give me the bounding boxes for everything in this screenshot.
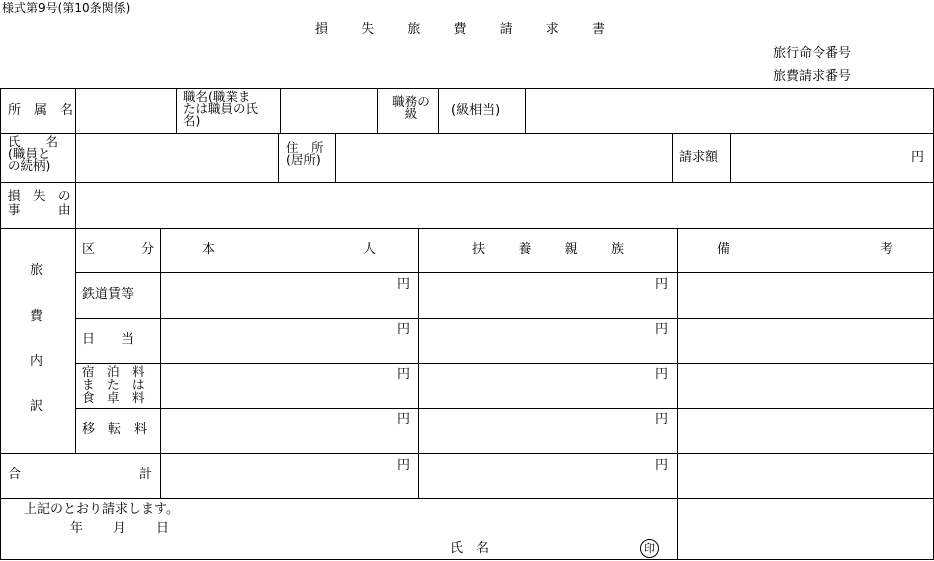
total-yen-dependents: 円	[655, 458, 669, 473]
relocation-self-field[interactable]	[161, 409, 418, 453]
lodging-self-field[interactable]	[161, 364, 418, 408]
request-number-label: 旅費請求番号	[773, 69, 852, 84]
header-remarks	[717, 243, 893, 256]
title-char: 損	[315, 22, 329, 37]
affiliation-label: 所 属 名	[8, 103, 74, 118]
total-self-field[interactable]	[161, 454, 418, 498]
name-label-line: 氏 名	[8, 134, 59, 149]
title-char: 費	[453, 22, 467, 37]
total-char: 計	[138, 467, 152, 482]
relocation-remarks-field[interactable]	[678, 409, 933, 453]
header-dependents	[472, 243, 624, 256]
address-field[interactable]	[336, 134, 672, 182]
total-label	[8, 468, 152, 481]
name-label-line: (職員と	[8, 146, 51, 161]
form-title	[315, 23, 605, 36]
yen-self: 円	[397, 412, 411, 427]
lodging-remarks-field[interactable]	[678, 364, 933, 408]
position-label-line: 名)	[183, 113, 201, 128]
position-label-line: たは職員の氏	[183, 101, 259, 116]
breakdown-side-char: 内	[30, 354, 44, 369]
date-year: 年	[70, 521, 84, 536]
total-dependents-field[interactable]	[419, 454, 677, 498]
loss-reason-field[interactable]	[76, 183, 933, 228]
claim-yen: 円	[911, 150, 925, 165]
header-char: 人	[362, 242, 376, 257]
daily-dependents-field[interactable]	[419, 319, 677, 363]
yen-self: 円	[397, 277, 411, 292]
claim-amount-field[interactable]	[731, 134, 906, 182]
breakdown-side-char: 費	[30, 309, 44, 324]
total-remarks-field[interactable]	[678, 454, 933, 498]
title-char: 書	[591, 22, 605, 37]
signature-field[interactable]	[500, 536, 630, 558]
railway-dependents-field[interactable]	[419, 273, 677, 318]
breakdown-side-char: 旅	[30, 263, 44, 278]
yen-self: 円	[397, 322, 411, 337]
title-char: 求	[545, 22, 559, 37]
title-char: 失	[361, 22, 375, 37]
request-statement: 上記のとおり請求します。	[24, 502, 179, 517]
daily-self-field[interactable]	[161, 319, 418, 363]
header-char: 備	[717, 242, 731, 257]
name-label	[8, 136, 58, 172]
order-number-label: 旅行命令番号	[773, 46, 852, 61]
duty-class-line: 級	[404, 106, 418, 121]
header-char: 考	[879, 242, 893, 257]
railway-self-field[interactable]	[161, 273, 418, 318]
duty-class-line: 職務の	[392, 94, 430, 109]
lodging-label-line: 食 卓 料	[82, 390, 145, 405]
yen-dependents: 円	[655, 412, 669, 427]
yen-self: 円	[397, 367, 411, 382]
yen-dependents: 円	[655, 367, 669, 382]
form-number: 様式第9号(第10条関係)	[2, 1, 131, 15]
address-label-line: (居所)	[286, 152, 321, 167]
header-char: 扶	[472, 242, 486, 257]
header-char: 養	[518, 242, 532, 257]
lodging-label-line: ま た は	[82, 377, 145, 392]
name-field[interactable]	[76, 134, 278, 182]
loss-reason-line: 事 由	[8, 202, 71, 217]
header-char: 区	[82, 242, 96, 257]
yen-dependents: 円	[655, 277, 669, 292]
loss-reason-line: 損 失 の	[8, 188, 71, 203]
header-self	[202, 243, 376, 256]
railway-remarks-field[interactable]	[678, 273, 933, 318]
title-char: 請	[499, 22, 513, 37]
header-char: 分	[140, 242, 154, 257]
grade-equivalent: (級相当)	[451, 103, 501, 118]
signer-label: 氏 名	[450, 541, 490, 556]
total-yen-self: 円	[397, 458, 411, 473]
header-category	[82, 243, 154, 256]
row-label-lodging	[82, 365, 145, 404]
header-char: 本	[202, 242, 216, 257]
position-label	[183, 91, 258, 127]
date-month: 月	[113, 521, 127, 536]
address-label	[286, 142, 324, 166]
loss-reason-label	[8, 189, 71, 217]
duty-class-field[interactable]	[526, 89, 933, 133]
lodging-dependents-field[interactable]	[419, 364, 677, 408]
position-field[interactable]	[281, 89, 377, 133]
total-char: 合	[8, 467, 22, 482]
row-label-daily-allowance: 日 当	[82, 332, 135, 347]
address-label-line: 住 所	[286, 140, 324, 155]
seal-mark: 印	[640, 539, 659, 558]
position-label-line: 職名(職業ま	[183, 89, 251, 104]
footer-remarks-field[interactable]	[678, 499, 933, 559]
claim-amount-label: 請求額	[679, 150, 719, 165]
header-char: 族	[610, 242, 624, 257]
name-label-line: の続柄)	[8, 158, 51, 173]
header-char: 親	[564, 242, 578, 257]
yen-dependents: 円	[655, 322, 669, 337]
duty-class-label	[388, 96, 434, 120]
row-label-relocation: 移 転 料	[82, 422, 148, 437]
affiliation-field[interactable]	[76, 89, 176, 133]
lodging-label-line: 宿 泊 料	[82, 364, 145, 379]
date-day: 日	[156, 521, 170, 536]
row-label-railway: 鉄道賃等	[82, 287, 135, 302]
daily-remarks-field[interactable]	[678, 319, 933, 363]
breakdown-side-char: 訳	[30, 399, 44, 414]
relocation-dependents-field[interactable]	[419, 409, 677, 453]
title-char: 旅	[407, 22, 421, 37]
